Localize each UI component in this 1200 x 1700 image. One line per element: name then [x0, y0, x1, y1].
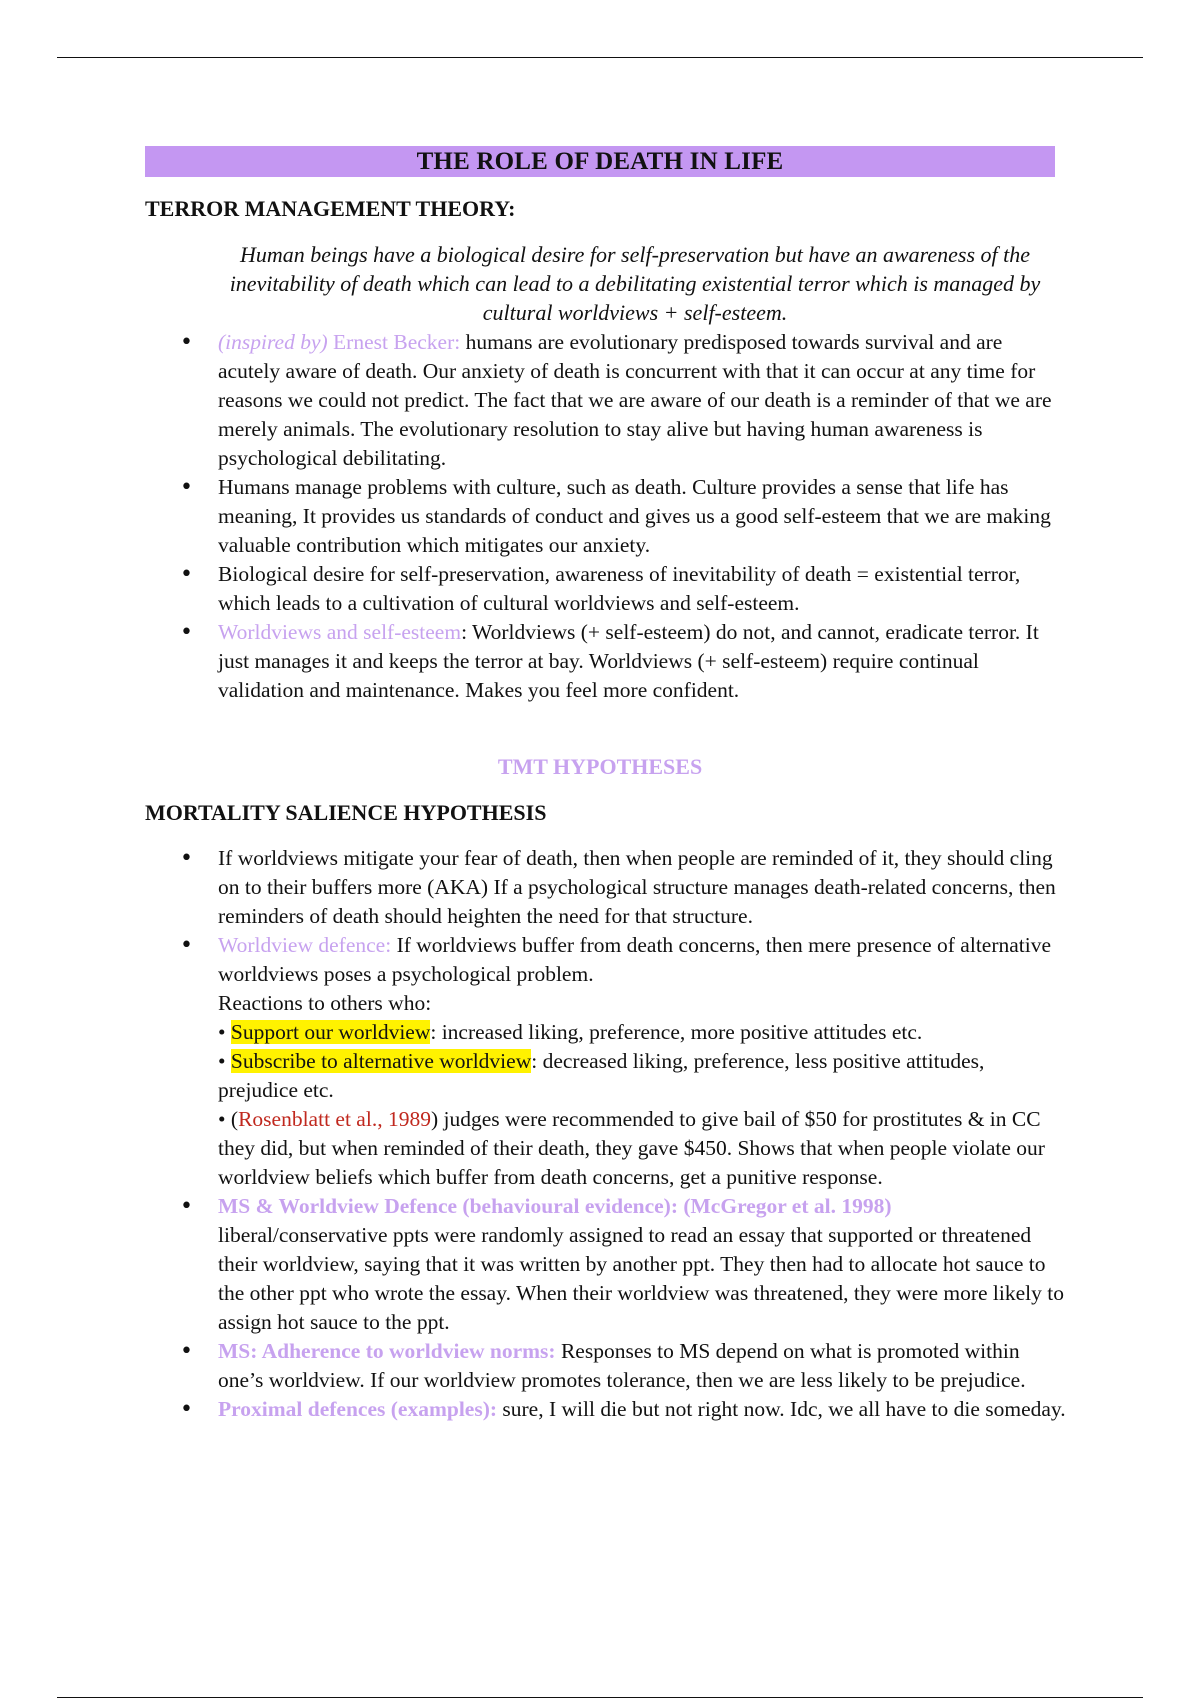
list-item — [218, 1395, 1068, 1424]
bullet-label: Proximal defences (examples): — [218, 1397, 498, 1421]
definition-quote: Human beings have a biological desire for self-preservation but have an awareness of the inevitability of death which can lead to a debilitating existential terror which is managed by cultural worldviews + self-esteem. — [229, 242, 1041, 325]
list-item — [218, 618, 1068, 705]
bullet-text: sure, I will die but not right now. Idc, we all have to die someday. — [497, 1397, 1066, 1421]
tmt-hypotheses-heading: TMT HYPOTHESES — [497, 754, 703, 779]
bullet-text: If worldviews mitigate your fear of death, then when people are reminded of it, they should cling on to their buffers more (AKA) If a psychological structure manages death-related concerns, then reminders of death should heighten the need for that structure. — [218, 846, 1056, 928]
sub-bullet-text: : decreased liking, preference, less positive attitudes, prejudice etc. — [218, 1049, 985, 1102]
bullet-label: • MS & Worldview Defence (behavioural evidence): (McGregor et al. 1998) — [218, 1194, 892, 1218]
sub-bullet-text: : increased liking, preference, more positive attitudes etc. — [430, 1020, 923, 1044]
list-item — [218, 473, 1068, 560]
bullet-text: Biological desire for self-preservation, awareness of inevitability of death = existential terror, which leads to a cultivation of cultural worldviews and self-esteem. — [218, 562, 1021, 615]
sub-bullet-support — [218, 1018, 1068, 1047]
sub-bullet-alternative — [218, 1047, 1068, 1105]
bullet-text: humans are evolutionary predisposed towards survival and are acutely aware of death. Our anxiety of death is concurrent with that it can occur at any time for reasons we could not predict. The fact that we are aware of our death is a reminder of that we are merely animals. The evolutionary resolution to stay alive but having human awareness is psychological debilitating. — [218, 330, 1052, 470]
list-item — [218, 844, 1068, 931]
bullet-text: If worldviews buffer from death concerns, then mere presence of alternative worldviews poses a psychological problem. — [218, 933, 1052, 986]
bullet-label: Ernest Becker: — [327, 330, 461, 354]
list-item — [218, 1337, 1068, 1395]
bullet-label: MS: Adherence to worldview norms: — [218, 1339, 556, 1363]
bullet-prefix: (inspired by) — [218, 330, 328, 354]
highlight-alternative: Subscribe to alternative worldview — [230, 1049, 532, 1073]
reactions-line: Reactions to others who: — [218, 991, 432, 1015]
list-item — [218, 931, 1068, 1192]
ms-bullet-list — [0, 844, 1068, 1424]
bullet-label: Worldviews and self-esteem — [218, 620, 462, 644]
highlight-support: Support our worldview — [230, 1020, 431, 1044]
paren-open: ( — [230, 1107, 239, 1131]
sub-bullet-marker: • — [218, 1020, 231, 1044]
top-rule — [57, 57, 1143, 58]
sub-bullet-marker: • — [218, 1049, 231, 1073]
sub-bullet-text: ) judges were recommended to give bail of $50 for prostitutes & in CC they did, but when reminded of their death, they gave $450. Shows that when people violate our worldview beliefs which buffer from death concerns, get a punitive response. — [218, 1107, 1045, 1189]
heading-mortality-salience-hypothesis: MORTALITY SALIENCE HYPOTHESIS — [145, 800, 547, 825]
bullet-text: liberal/conservative ppts were randomly assigned to read an essay that supported or threatened their worldview, saying that it was written by another ppt. They then had to allocate hot sauce to the other ppt who wrote the essay. When their worldview was threatened, they were more likely to assign hot sauce to the ppt. — [218, 1223, 1064, 1334]
bottom-rule — [57, 1697, 1143, 1698]
bullet-text: : Worldviews (+ self-esteem) do not, and cannot, eradicate terror. It just manages it and keeps the terror at bay. Worldviews (+ self-esteem) require continual validation and maintenance. Makes you feel more confident. — [218, 620, 1039, 702]
page-title: THE ROLE OF DEATH IN LIFE — [145, 146, 1055, 177]
sub-bullet-marker: • — [218, 1107, 231, 1131]
bullet-text: Humans manage problems with culture, such as death. Culture provides a sense that life has meaning, It provides us standards of conduct and gives us a good self-esteem that we are making valuable contribution which mitigates our anxiety. — [218, 475, 1051, 557]
sub-bullet-rosenblatt — [218, 1105, 1068, 1192]
list-item — [218, 1192, 1068, 1337]
tmt-bullet-list — [0, 328, 1068, 705]
list-item — [218, 328, 1068, 473]
heading-terror-management-theory: TERROR MANAGEMENT THEORY: — [145, 196, 516, 221]
bullet-label: Worldview defence: — [218, 933, 392, 957]
list-item — [218, 560, 1068, 618]
citation-rosenblatt: Rosenblatt et al., 1989 — [238, 1107, 431, 1131]
bullet-text: Responses to MS depend on what is promoted within one’s worldview. If our worldview promotes tolerance, then we are less likely to be prejudice. — [218, 1339, 1026, 1392]
